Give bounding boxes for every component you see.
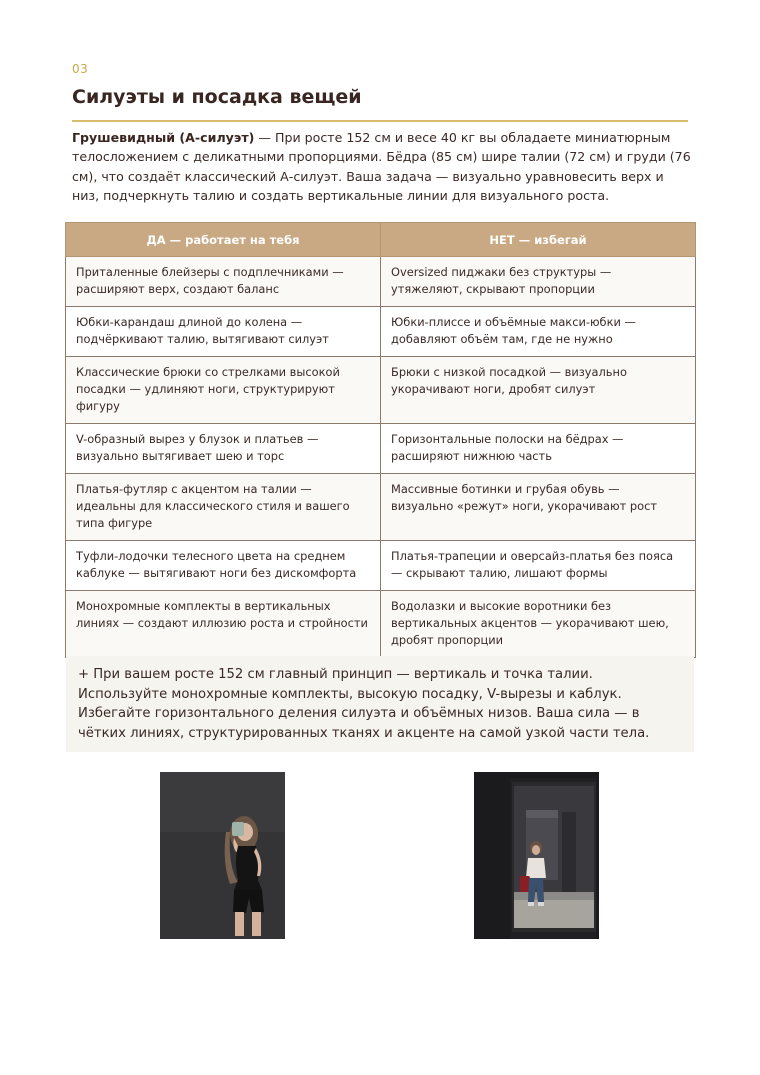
intro-paragraph [72,128,692,205]
do-cell: Классические брюки со стрелками высокой посадки — удлиняют ноги, структурируют фигуру [66,357,381,424]
page-number: 03 [72,62,89,76]
do-cell: V-образный вырез у блузок и платьев — визуально вытягивает шею и торс [66,424,381,474]
dont-cell: Массивные ботинки и грубая обувь — визуально «режут» ноги, укорачивают рост [381,474,696,541]
dont-cell: Брюки с низкой посадкой — визуально укорачивают ноги, дробят силуэт [381,357,696,424]
tip-text: + При вашем росте 152 см главный принцип — вертикаль и точка талии. Используйте монохромные комплекты, высокую посадку, V-вырезы и каблук. Избегайте горизонтального деления силуэта и объёмных низов. Ваша сила — в чётких линиях, структурированных тканях и акценте на самой узкой части тела. [78,667,650,741]
header-dont: НЕТ — избегай [381,223,696,257]
table-row [66,541,696,591]
table-row [66,424,696,474]
table-row [66,357,696,424]
do-cell: Приталенные блейзеры с подплечниками — расширяют верх, создают баланс [66,257,381,307]
do-cell: Монохромные комплекты в вертикальных линиях — создают иллюзию роста и стройности [66,591,381,658]
table-row [66,474,696,541]
mirror-room-photo [474,772,599,939]
dont-cell: Юбки-плиссе и объёмные макси-юбки — добавляют объём там, где не нужно [381,307,696,357]
title-divider [72,120,688,122]
dont-cell: Горизонтальные полоски на бёдрах — расширяют нижнюю часть [381,424,696,474]
do-dont-table [65,222,696,658]
mirror-selfie-photo [160,772,285,939]
page-title: Силуэты и посадка вещей [72,86,362,108]
header-do: ДА — работает на тебя [66,223,381,257]
do-cell: Туфли-лодочки телесного цвета на среднем каблуке — вытягивают ноги без дискомфорта [66,541,381,591]
table-row [66,257,696,307]
table-row [66,591,696,658]
dont-cell: Oversized пиджаки без структуры — утяжеляют, скрывают пропорции [381,257,696,307]
table-row [66,307,696,357]
intro-lead: Грушевидный (А-силуэт) [72,130,255,145]
do-cell: Платья-футляр с акцентом на талии — идеальны для классического стиля и вашего типа фигуре [66,474,381,541]
dont-cell: Платья-трапеции и оверсайз-платья без пояса — скрывают талию, лишают формы [381,541,696,591]
dont-cell: Водолазки и высокие воротники без вертикальных акцентов — укорачивают шею, дробят пропорции [381,591,696,658]
table-header-row [66,223,696,257]
intro-text: — При росте 152 см и весе 40 кг вы обладаете миниатюрным телосложением с деликатными пропорциями. Бёдра (85 см) шире талии (72 см) и груди (76 см), что создаёт классический А-силуэт. Ваша задача — визуально уравновесить верх и низ, подчеркнуть талию и создать вертикальные линии для визуального роста. [72,130,691,203]
do-cell: Юбки-карандаш длиной до колена — подчёркивают талию, вытягивают силуэт [66,307,381,357]
tip-box [66,656,694,752]
